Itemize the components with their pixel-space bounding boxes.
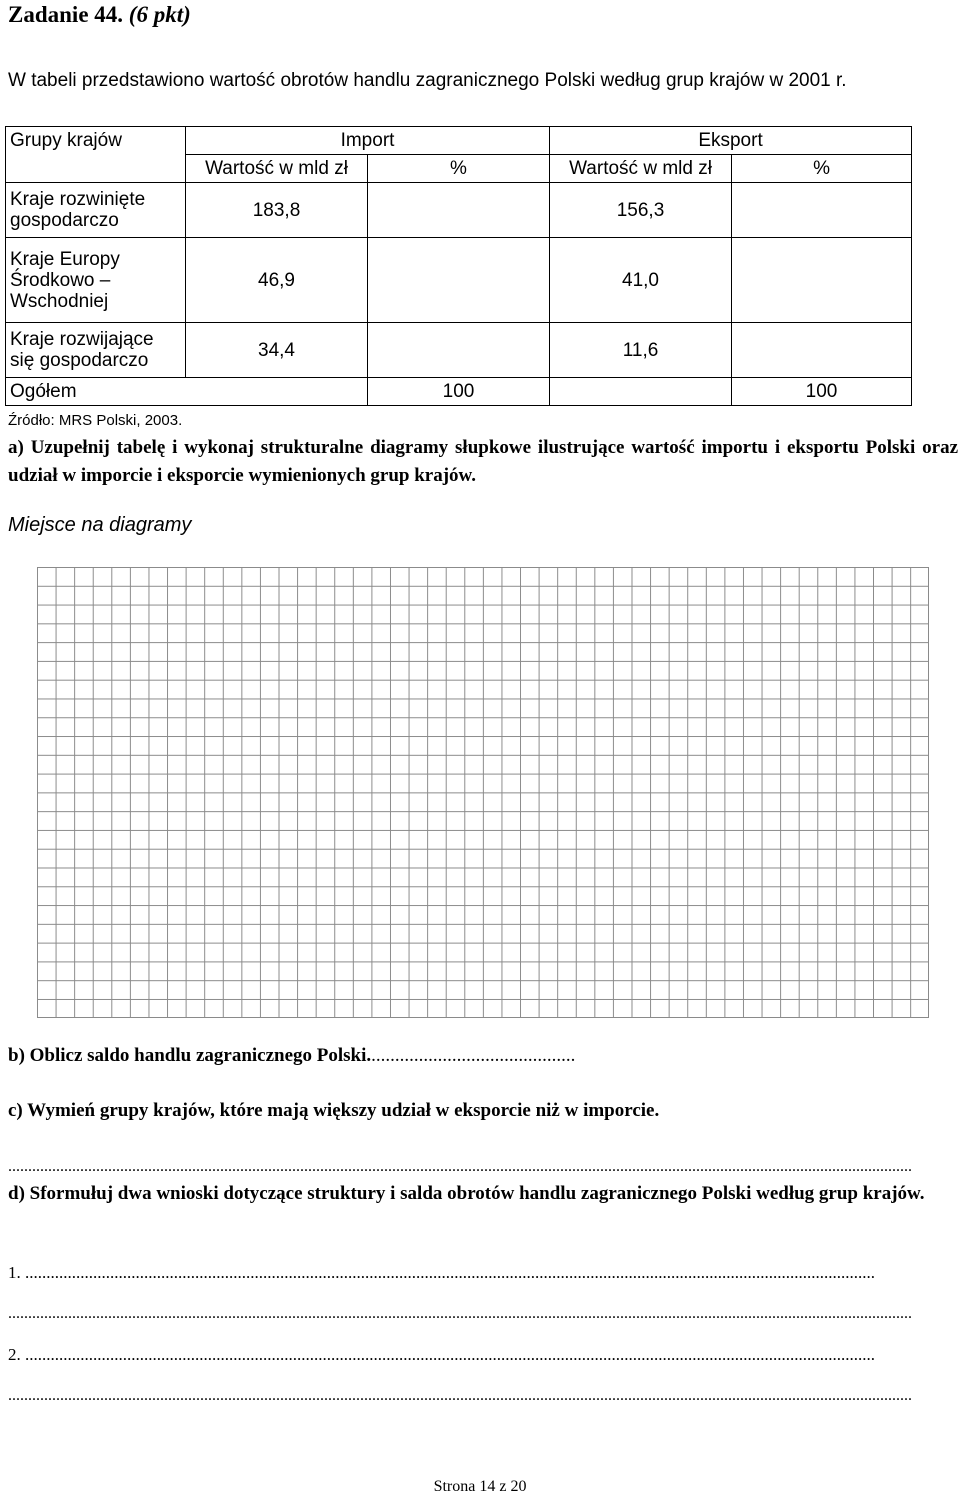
diagram-space-label: Miejsce na diagramy — [8, 514, 192, 536]
total-export-value — [550, 378, 732, 406]
table-total-row — [6, 378, 912, 406]
row-import-percent — [368, 183, 550, 238]
table-header-row — [6, 127, 912, 155]
row-export-value: 11,6 — [550, 323, 732, 378]
row-export-value: 41,0 — [550, 238, 732, 323]
row-import-value: 183,8 — [186, 183, 368, 238]
row-import-percent — [368, 323, 550, 378]
diagram-grid[interactable] — [37, 567, 929, 1018]
task-a: a) Uzupełnij tabelę i wykonaj strukturalne diagramy słupkowe ilustrujące wartość importu i eksportu Polski oraz udział w imporcie i eksporcie wymienionych grup krajów. — [8, 437, 958, 486]
row-export-percent — [732, 323, 912, 378]
total-label: Ogółem — [6, 378, 186, 406]
subheader-export-percent: % — [732, 155, 912, 183]
page-footer: Strona 14 z 20 — [433, 1478, 527, 1495]
row-group: Kraje Europy Środkowo – Wschodniej — [6, 238, 186, 323]
header-groups: Grupy krajów — [6, 127, 186, 183]
row-import-percent — [368, 238, 550, 323]
total-export-percent: 100 — [732, 378, 912, 406]
task-d: d) Sformułuj dwa wnioski dotyczące struktury i salda obrotów handlu zagranicznego Polski według grup krajów. — [8, 1183, 925, 1204]
task-b-text: b) Oblicz saldo handlu zagranicznego Polski. — [8, 1045, 372, 1066]
task-number: Zadanie 44. — [8, 2, 124, 27]
answer-2-continuation-line[interactable]: .................................................................................................................................................................................................................................. — [8, 1387, 912, 1404]
total-import-percent: 100 — [368, 378, 550, 406]
row-import-value: 46,9 — [186, 238, 368, 323]
task-b — [8, 1045, 575, 1067]
row-import-value: 34,4 — [186, 323, 368, 378]
task-points: (6 pkt) — [128, 2, 191, 27]
table-source: Źródło: MRS Polski, 2003. — [8, 412, 183, 429]
answer-2-line[interactable]: 2. ........................................................................................................................................................................................................ — [8, 1345, 875, 1364]
subheader-export-value: Wartość w mld zł — [550, 155, 732, 183]
task-title — [8, 2, 191, 28]
task-b-answer-dots[interactable]: ........................................... — [371, 1045, 576, 1066]
trade-table — [5, 126, 912, 406]
row-export-value: 156,3 — [550, 183, 732, 238]
task-intro: W tabeli przedstawiono wartość obrotów handlu zagranicznego Polski według grup krajów w 2001 r. — [8, 70, 847, 91]
row-export-percent — [732, 238, 912, 323]
table-row — [6, 183, 912, 238]
answer-1-continuation-line[interactable]: .................................................................................................................................................................................................................................. — [8, 1305, 912, 1322]
subheader-import-value: Wartość w mld zł — [186, 155, 368, 183]
answer-1-line[interactable]: 1. ........................................................................................................................................................................................................ — [8, 1263, 875, 1282]
header-import: Import — [186, 127, 550, 155]
row-group: Kraje rozwinięte gospodarczo — [6, 183, 186, 238]
task-c-answer-line[interactable]: .................................................................................................................................................................................................................................. — [8, 1158, 912, 1175]
row-group: Kraje rozwijające się gospodarczo — [6, 323, 186, 378]
table-row — [6, 238, 912, 323]
table-row — [6, 323, 912, 378]
task-c: c) Wymień grupy krajów, które mają większy udział w eksporcie niż w imporcie. — [8, 1100, 660, 1121]
total-import-value — [186, 378, 368, 406]
header-export: Eksport — [550, 127, 912, 155]
row-export-percent — [732, 183, 912, 238]
subheader-import-percent: % — [368, 155, 550, 183]
